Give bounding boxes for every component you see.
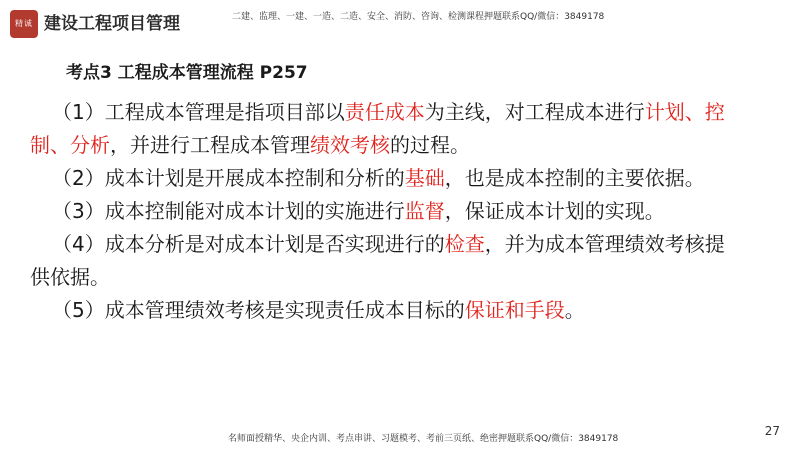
text-segment: 供依据。	[30, 265, 110, 289]
highlight-text: 制、分析	[30, 133, 110, 157]
page-title: 考点3 工程成本管理流程 P257	[66, 63, 308, 83]
logo-icon: 精诚	[10, 10, 38, 38]
highlight-text: 责任成本	[344, 100, 425, 124]
text-segment: 为主线，对工程成本进行	[424, 100, 645, 124]
text-segment: （2）成本计划是开展成本控制和分析的	[52, 166, 405, 190]
text-segment: ，并为成本管理绩效考核提	[484, 232, 725, 256]
paragraph-line	[30, 162, 770, 195]
text-segment: （4）成本分析是对成本计划是否实现进行的	[52, 232, 445, 256]
highlight-text: 监督	[404, 199, 445, 223]
text-segment: （1）工程成本管理是指项目部以	[52, 100, 345, 124]
page-number: 27	[764, 424, 780, 438]
text-segment: ，保证成本计划的实现。	[444, 199, 665, 223]
footer-contact: 名师面授精华、央企内训、考点串讲、习题模考、考前三页纸、绝密押题联系QQ/微信：3849178	[228, 434, 619, 444]
header-contact: 二建、监理、一建、一造、二造、安全、消防、咨询、检测课程押题联系QQ/微信：3849178	[232, 12, 605, 22]
paragraph-line	[30, 228, 770, 261]
paragraph-line	[30, 96, 770, 129]
highlight-text: 检查	[444, 232, 485, 256]
highlight-text: 绩效考核	[310, 133, 390, 157]
content-body	[30, 96, 770, 327]
header-bar	[0, 0, 800, 40]
highlight-text: 基础	[404, 166, 445, 190]
text-segment: （3）成本控制能对成本计划的实施进行	[52, 199, 405, 223]
highlight-text: 计划、控	[644, 100, 725, 124]
brand-title: 建设工程项目管理	[44, 14, 180, 34]
paragraph-line	[30, 261, 770, 294]
paragraph-line	[30, 195, 770, 228]
paragraph-line	[30, 129, 770, 162]
text-segment: ，并进行工程成本管理	[110, 133, 310, 157]
text-segment: 的过程。	[390, 133, 470, 157]
text-segment: 。	[564, 298, 585, 322]
text-segment: （5）成本管理绩效考核是实现责任成本目标的	[52, 298, 465, 322]
paragraph-line	[30, 294, 770, 327]
highlight-text: 保证和手段	[464, 298, 565, 322]
text-segment: ，也是成本控制的主要依据。	[444, 166, 705, 190]
